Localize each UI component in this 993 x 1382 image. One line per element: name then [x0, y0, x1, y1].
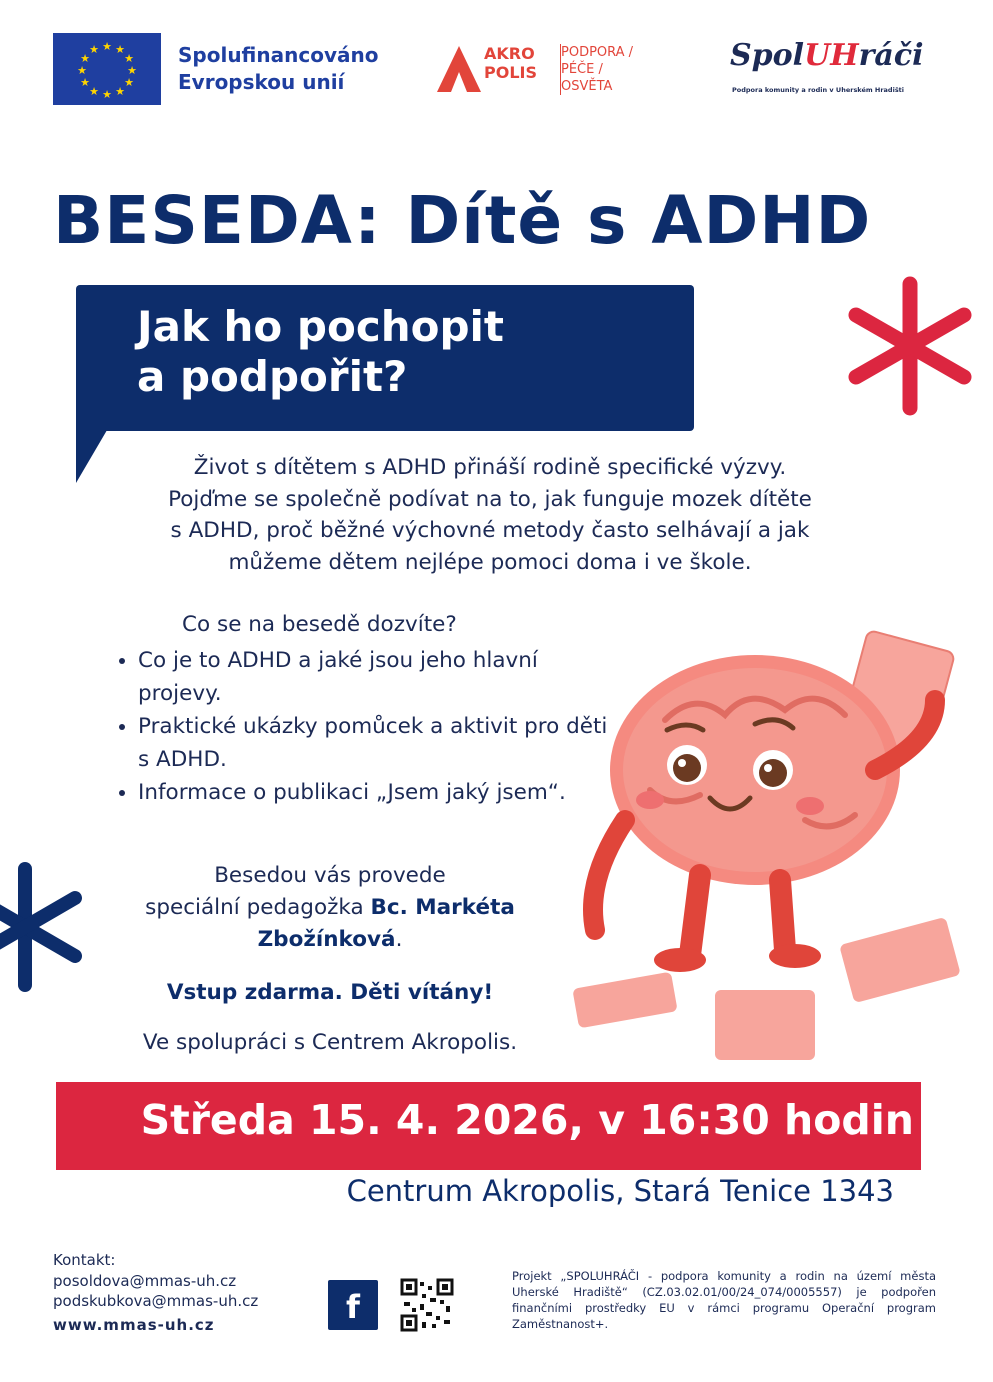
eu-text-line2: Evropskou unií	[178, 70, 345, 94]
spoluhraci-logo-part3: ráči	[858, 38, 924, 73]
brain-puzzle-illustration	[555, 620, 993, 1070]
intro-line: s ADHD, proč běžné výchovné metody často selhávají a jak	[170, 518, 810, 543]
contact-email-link[interactable]: posoldova@mmas-uh.cz	[53, 1271, 237, 1290]
website-link[interactable]: www.mmas-uh.cz	[53, 1315, 215, 1334]
intro-line: můžeme dětem nejlépe pomoci doma i ve škole.	[228, 549, 752, 575]
eu-cofinanced-text	[178, 42, 378, 96]
akropolis-tag-line3: OSVĚTA	[561, 79, 613, 94]
project-info: Projekt „SPOLUHRÁČI - podpora komunity a rodin na území města Uherské Hradiště“ (CZ.03.02.01/00/24_074/0005557) je podpořen finančními prostředky EU v rámci programu Operační program Zaměstnanost+.	[512, 1269, 936, 1331]
list-item: • Informace o publikaci „Jsem jaký jsem“.	[138, 777, 618, 810]
qr-code-icon[interactable]	[400, 1278, 454, 1332]
contact-email-link[interactable]: podskubkova@mmas-uh.cz	[53, 1292, 259, 1310]
svg-text:★: ★	[80, 76, 90, 89]
svg-text:★: ★	[102, 40, 112, 53]
presenter-info	[115, 860, 545, 956]
akropolis-word-line1: AKRO	[484, 44, 535, 63]
cooperation-note: Ve spolupráci s Centrem Akropolis.	[142, 1030, 518, 1055]
akropolis-logo-word	[484, 44, 537, 82]
spoluhraci-logo-part1: Spol	[730, 38, 805, 73]
intro-line: Život s dítětem s ADHD přináší rodině specifické výzvy.	[193, 455, 787, 480]
presenter-line1: Besedou vás provede	[214, 863, 446, 888]
free-entry-note: Vstup zdarma. Děti vítány!	[166, 980, 494, 1005]
contact-block	[53, 1250, 258, 1335]
facebook-icon[interactable]: f	[328, 1280, 378, 1330]
svg-text:★: ★	[127, 64, 137, 77]
brain-icon	[610, 655, 900, 885]
eu-text-line1: Spolufinancováno	[178, 43, 379, 67]
spoluhraci-subtitle: Podpora komunity a rodin v Uherském Hradišti	[732, 86, 905, 94]
presenter-role: speciální pedagožka	[145, 895, 371, 920]
page-title: BESEDA: Dítě s ADHD	[53, 182, 872, 259]
blue-asterisk-icon	[0, 862, 90, 992]
akropolis-logo-mark-icon	[437, 46, 481, 92]
svg-text:★: ★	[102, 88, 112, 101]
presenter-suffix: .	[395, 927, 403, 952]
subtitle-line1: Jak ho pochopit	[137, 302, 505, 351]
presenter-name-part2: Zbožínková	[257, 927, 396, 952]
akropolis-tag-line2: PÉČE /	[561, 62, 603, 77]
svg-text:★: ★	[89, 85, 99, 98]
spoluhraci-logo-part2: UH	[804, 38, 859, 73]
event-venue: Centrum Akropolis, Stará Tenice 1343	[346, 1174, 894, 1208]
akropolis-tag-line1: PODPORA /	[561, 45, 634, 60]
event-date: Středa 15. 4. 2026, v 16:30 hodin	[140, 1096, 914, 1144]
akropolis-tagline	[560, 44, 633, 95]
subtitle-box-tail	[76, 425, 110, 483]
svg-text:★: ★	[115, 85, 125, 98]
intro-paragraph	[110, 452, 870, 578]
learn-list	[110, 645, 618, 811]
svg-text:★: ★	[124, 76, 134, 89]
svg-text:★: ★	[115, 43, 125, 56]
svg-text:★: ★	[77, 64, 87, 77]
learn-heading: Co se na besedě dozvíte?	[182, 612, 457, 637]
svg-text:★: ★	[80, 52, 90, 65]
red-asterisk-icon	[840, 276, 980, 416]
contact-label: Kontakt:	[53, 1251, 116, 1269]
eu-flag-logo	[53, 33, 161, 105]
list-item: • Co je to ADHD a jaké jsou jeho hlavní projevy.	[138, 645, 618, 710]
subtitle-line2: a podpořit?	[137, 352, 408, 401]
svg-text:★: ★	[89, 43, 99, 56]
list-item: • Praktické ukázky pomůcek a aktivit pro děti s ADHD.	[138, 711, 618, 776]
subtitle	[137, 302, 677, 402]
intro-line: Pojďme se společně podívat na to, jak funguje mozek dítěte	[168, 486, 812, 512]
presenter-name-part1: Bc. Markéta	[370, 895, 515, 920]
svg-text:★: ★	[124, 52, 134, 65]
spoluhraci-logo	[730, 38, 924, 73]
akropolis-word-line2: POLIS	[484, 63, 537, 82]
